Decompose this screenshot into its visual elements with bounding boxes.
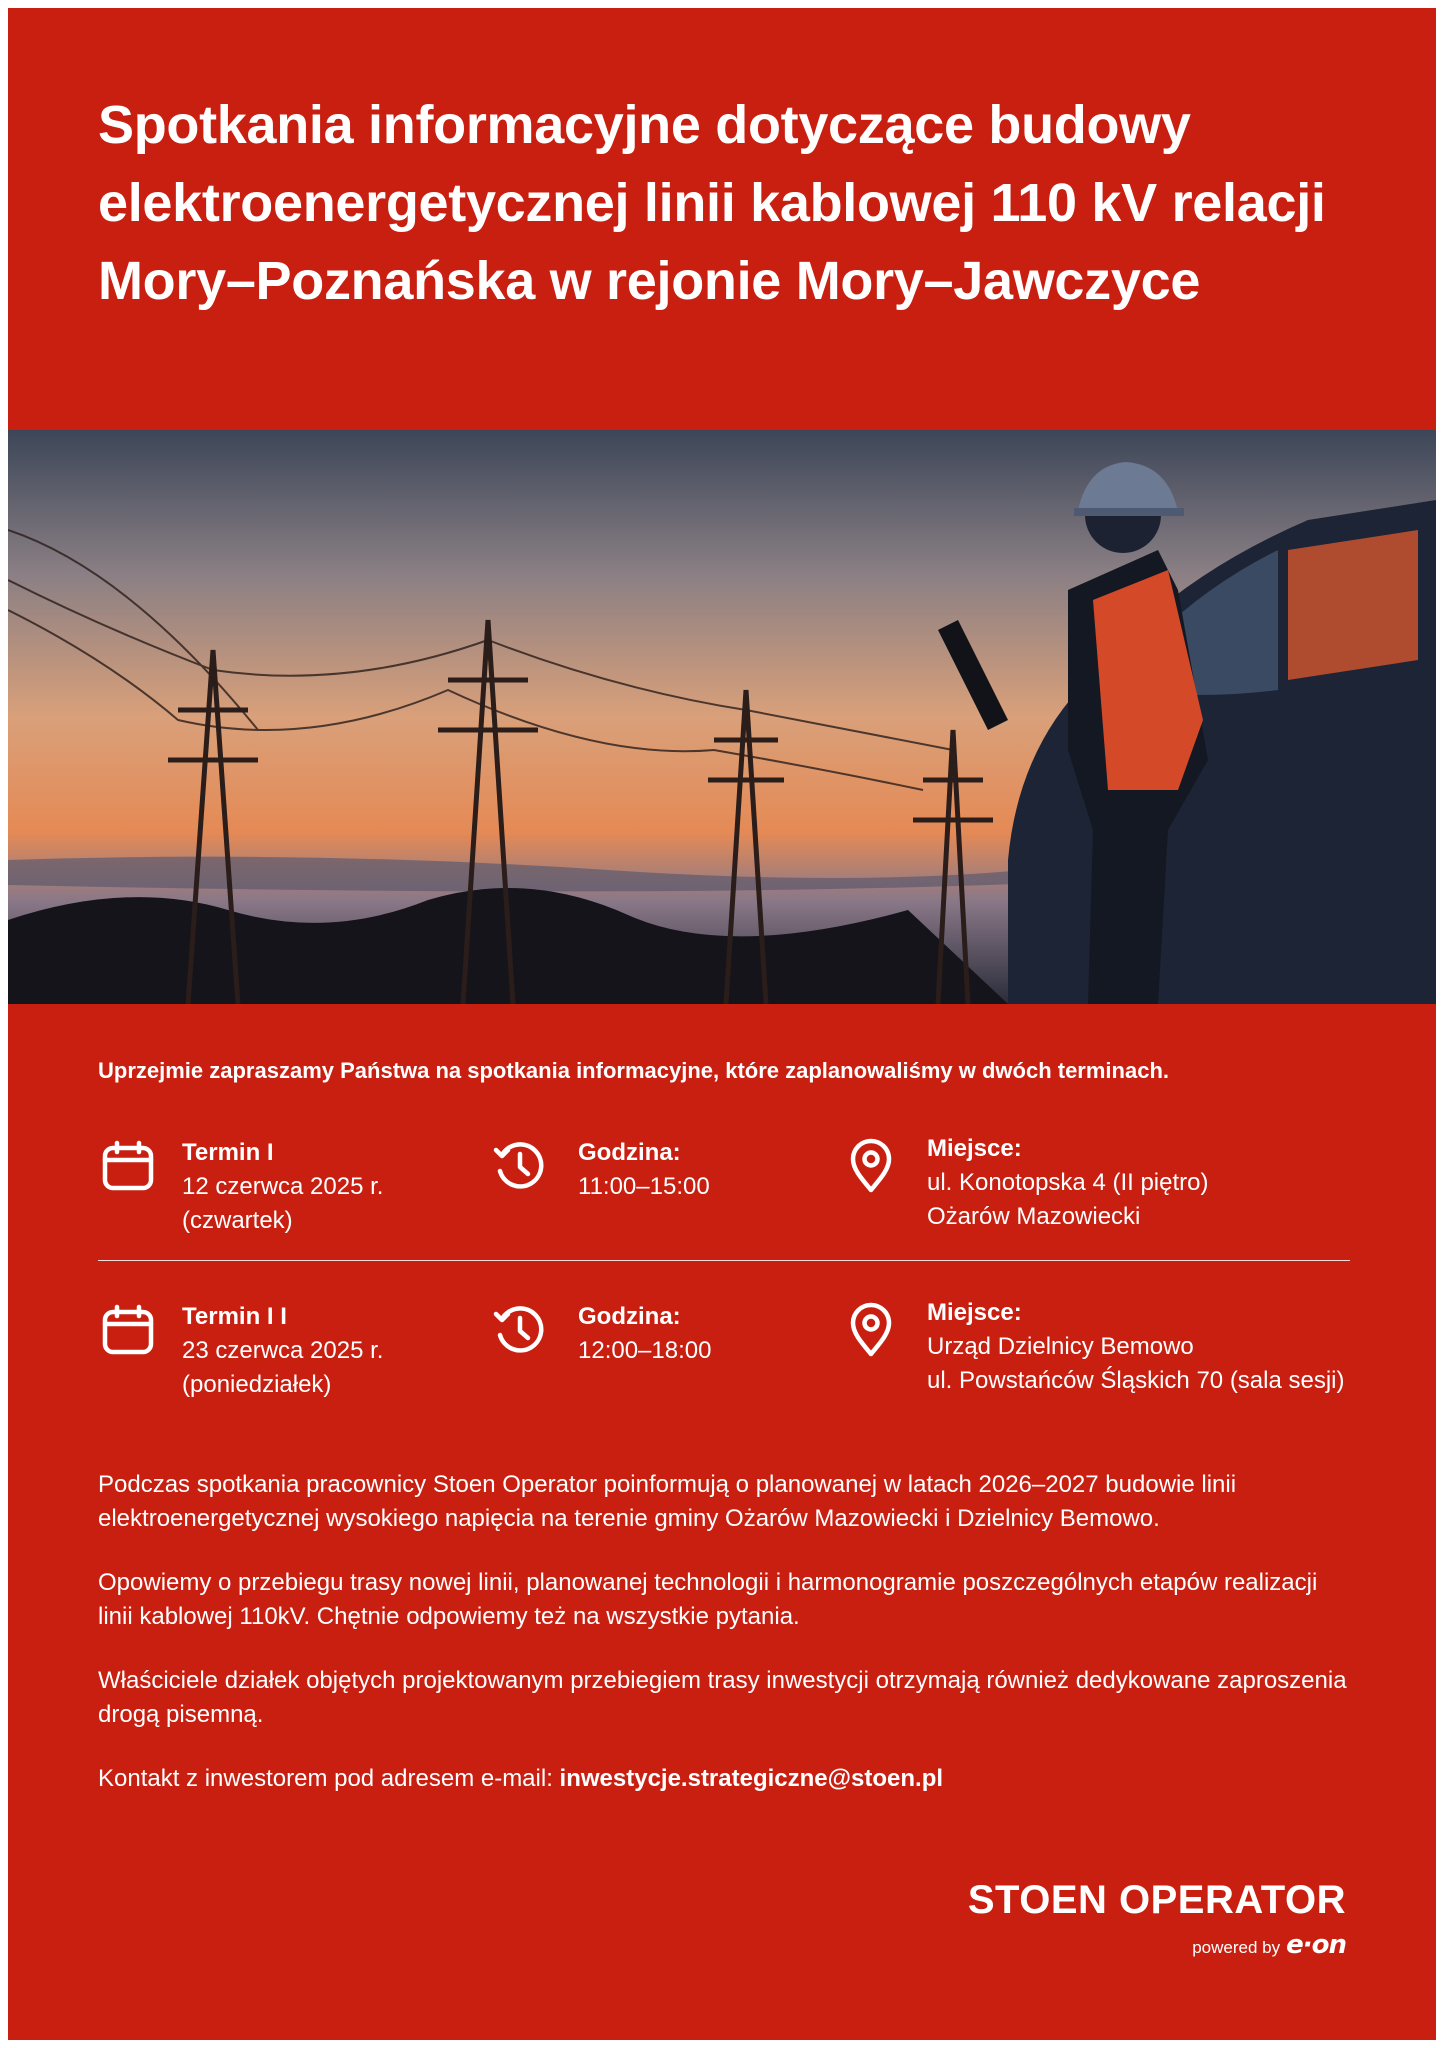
clock-history-icon <box>492 1302 548 1358</box>
term-weekday: (poniedziałek) <box>182 1371 332 1398</box>
meeting-row-2 <box>98 1300 1388 1420</box>
calendar-icon <box>100 1138 156 1194</box>
poster-title: Spotkania informacyjne dotyczące budowy elektroenergetycznej linii kablowej 110 kV relacji Mory–Poznańska w rejonie Mory–Jawczyce <box>98 95 1326 311</box>
term-weekday: (czwartek) <box>182 1207 293 1234</box>
clock-history-icon <box>492 1138 548 1194</box>
contact-email-link[interactable]: inwestycje.strategiczne@stoen.pl <box>559 1765 944 1792</box>
eon-logo: e·on <box>1286 1930 1346 1960</box>
place-info <box>927 1296 1345 1398</box>
place-label: Miejsce: <box>927 1299 1022 1326</box>
place-line-2: Ożarów Mazowiecki <box>927 1203 1141 1230</box>
contact-line <box>98 1762 1358 1796</box>
brand-logo <box>968 1876 1346 1961</box>
paragraph: Podczas spotkania pracownicy Stoen Operator poinformują o planowanej w latach 2026–2027 budowie linii elektroenergetycznej wysokiego napięcia na terenie gminy Ożarów Mazowiecki i Dzielnicy Bemowo. <box>98 1471 1237 1532</box>
term-date: 12 czerwca 2025 r. <box>182 1173 384 1200</box>
calendar-icon <box>100 1302 156 1358</box>
divider <box>98 1260 1350 1261</box>
term-info <box>182 1300 383 1402</box>
term-date: 23 czerwca 2025 r. <box>182 1337 384 1364</box>
poster <box>8 8 1436 2040</box>
body-text <box>98 1468 1358 1826</box>
place-label: Miejsce: <box>927 1135 1022 1162</box>
meeting-row-1 <box>98 1136 1388 1256</box>
hours-info <box>578 1136 710 1204</box>
hours-info <box>578 1300 711 1368</box>
place-info <box>927 1132 1208 1234</box>
powered-by-text: powered by <box>1192 1938 1281 1957</box>
place-line-1: Urząd Dzielnicy Bemowo <box>927 1333 1194 1360</box>
term-label: Termin I I <box>182 1303 287 1330</box>
location-pin-icon <box>843 1138 899 1194</box>
term-label: Termin I <box>182 1139 274 1166</box>
brand-name: STOEN OPERATOR <box>967 1878 1346 1922</box>
location-pin-icon <box>843 1302 899 1358</box>
hours-label: Godzina: <box>578 1303 681 1330</box>
contact-prefix: Kontakt z inwestorem pod adresem e-mail: <box>98 1765 560 1792</box>
paragraph: Opowiemy o przebiegu trasy nowej linii, planowanej technologii i harmonogramie poszczególnych etapów realizacji linii kablowej 110kV. Chętnie odpowiemy też na wszystkie pytania. <box>98 1569 1318 1630</box>
hours-label: Godzina: <box>578 1139 681 1166</box>
hours-value: 12:00–18:00 <box>578 1337 712 1364</box>
hero-photo <box>8 430 1436 1004</box>
paragraph: Właściciele działek objętych projektowanym przebiegiem trasy inwestycji otrzymają również dedykowane zaproszenia drogą pisemną. <box>98 1667 1347 1728</box>
place-line-2: ul. Powstańców Śląskich 70 (sala sesji) <box>927 1367 1345 1394</box>
brand-tagline <box>968 1932 1346 1961</box>
hours-value: 11:00–15:00 <box>578 1173 710 1200</box>
intro-text: Uprzejmie zapraszamy Państwa na spotkania informacyjne, które zaplanowaliśmy w dwóch terminach. <box>98 1058 1170 1083</box>
place-line-1: ul. Konotopska 4 (II piętro) <box>927 1169 1209 1196</box>
term-info <box>182 1136 383 1238</box>
